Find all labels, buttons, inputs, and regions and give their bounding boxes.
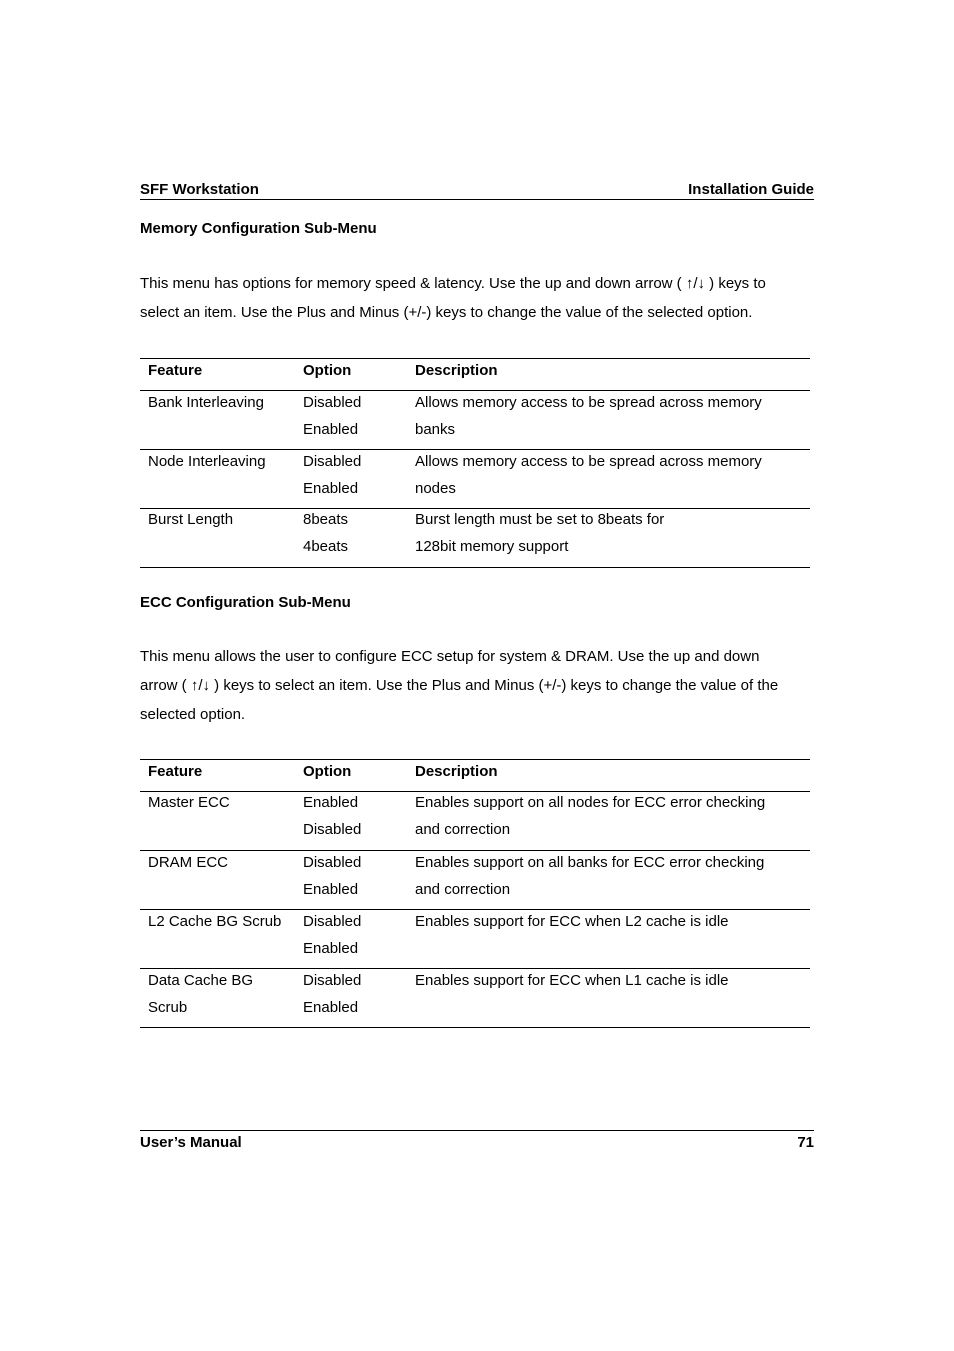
option-cell: Disabled <box>303 394 362 411</box>
description-cell: and correction <box>415 881 511 898</box>
description-cell: banks <box>415 421 456 438</box>
table-header-row <box>140 760 810 791</box>
description-cell: nodes <box>415 480 456 497</box>
option-cell: 4beats <box>303 538 349 555</box>
table-row <box>140 968 810 1027</box>
feature-cell: L2 Cache BG Scrub <box>148 913 282 930</box>
table-row <box>140 508 810 567</box>
header-product: SFF Workstation <box>140 181 259 198</box>
description-cell: Enables support on all banks for ECC error checking <box>415 854 765 871</box>
option-cell: Enabled <box>303 421 359 438</box>
table-row <box>140 791 810 850</box>
table-row <box>140 449 810 508</box>
page-header <box>140 180 814 200</box>
description-cell: Enables support for ECC when L2 cache is idle <box>415 913 729 930</box>
description-cell: 128bit memory support <box>415 538 569 555</box>
description-cell: Allows memory access to be spread across memory <box>415 394 762 411</box>
memory-intro-line1: This menu has options for memory speed & latency. Use the up and down arrow ( ↑/↓ ) keys to <box>140 275 766 292</box>
ecc-intro-line2: arrow ( ↑/↓ ) keys to select an item. Use the Plus and Minus (+/-) keys to change the value of the <box>140 677 779 694</box>
option-cell: Enabled <box>303 480 359 497</box>
ecc-section-title: ECC Configuration Sub-Menu <box>140 594 351 611</box>
feature-cell: Bank Interleaving <box>148 394 264 411</box>
feature-cell: Node Interleaving <box>148 453 266 470</box>
feature-cell: DRAM ECC <box>148 854 229 871</box>
col-header-description: Description <box>415 362 498 379</box>
description-cell: Burst length must be set to 8beats for <box>415 511 665 528</box>
memory-section-title: Memory Configuration Sub-Menu <box>140 220 377 237</box>
ecc-intro <box>140 642 816 729</box>
feature-cell: Master ECC <box>148 794 230 811</box>
option-cell: 8beats <box>303 511 349 528</box>
memory-intro-line2: select an item. Use the Plus and Minus (+/-) keys to change the value of the selected option. <box>140 304 753 321</box>
table-row <box>140 850 810 909</box>
description-cell: Enables support on all nodes for ECC error checking <box>415 794 766 811</box>
col-header-option: Option <box>303 362 352 379</box>
table-row <box>140 390 810 449</box>
option-cell: Enabled <box>303 881 359 898</box>
description-cell: and correction <box>415 821 511 838</box>
page-footer <box>140 1130 814 1153</box>
option-cell: Enabled <box>303 940 359 957</box>
option-cell: Disabled <box>303 913 362 930</box>
option-cell: Disabled <box>303 854 362 871</box>
ecc-intro-line3: selected option. <box>140 706 246 723</box>
description-cell: Allows memory access to be spread across memory <box>415 453 762 470</box>
option-cell: Disabled <box>303 972 362 989</box>
ecc-intro-line1: This menu allows the user to configure ECC setup for system & DRAM. Use the up and down <box>140 648 760 665</box>
col-header-feature: Feature <box>148 362 203 379</box>
option-cell: Disabled <box>303 453 362 470</box>
table-row <box>140 909 810 968</box>
col-header-feature: Feature <box>148 763 203 780</box>
feature-cell: Burst Length <box>148 511 234 528</box>
table-header-row <box>140 359 810 390</box>
page-number: 71 <box>797 1134 814 1151</box>
footer-manual: User’s Manual <box>140 1134 242 1151</box>
header-guide: Installation Guide <box>688 181 814 198</box>
ecc-table <box>140 759 810 1028</box>
option-cell: Enabled <box>303 999 359 1016</box>
col-header-description: Description <box>415 763 498 780</box>
memory-intro <box>140 269 816 327</box>
col-header-option: Option <box>303 763 352 780</box>
option-cell: Disabled <box>303 821 362 838</box>
option-cell: Enabled <box>303 794 359 811</box>
description-cell: Enables support for ECC when L1 cache is idle <box>415 972 729 989</box>
feature-cell: Data Cache BG <box>148 972 254 989</box>
memory-table <box>140 358 810 568</box>
feature-cell: Scrub <box>148 999 188 1016</box>
